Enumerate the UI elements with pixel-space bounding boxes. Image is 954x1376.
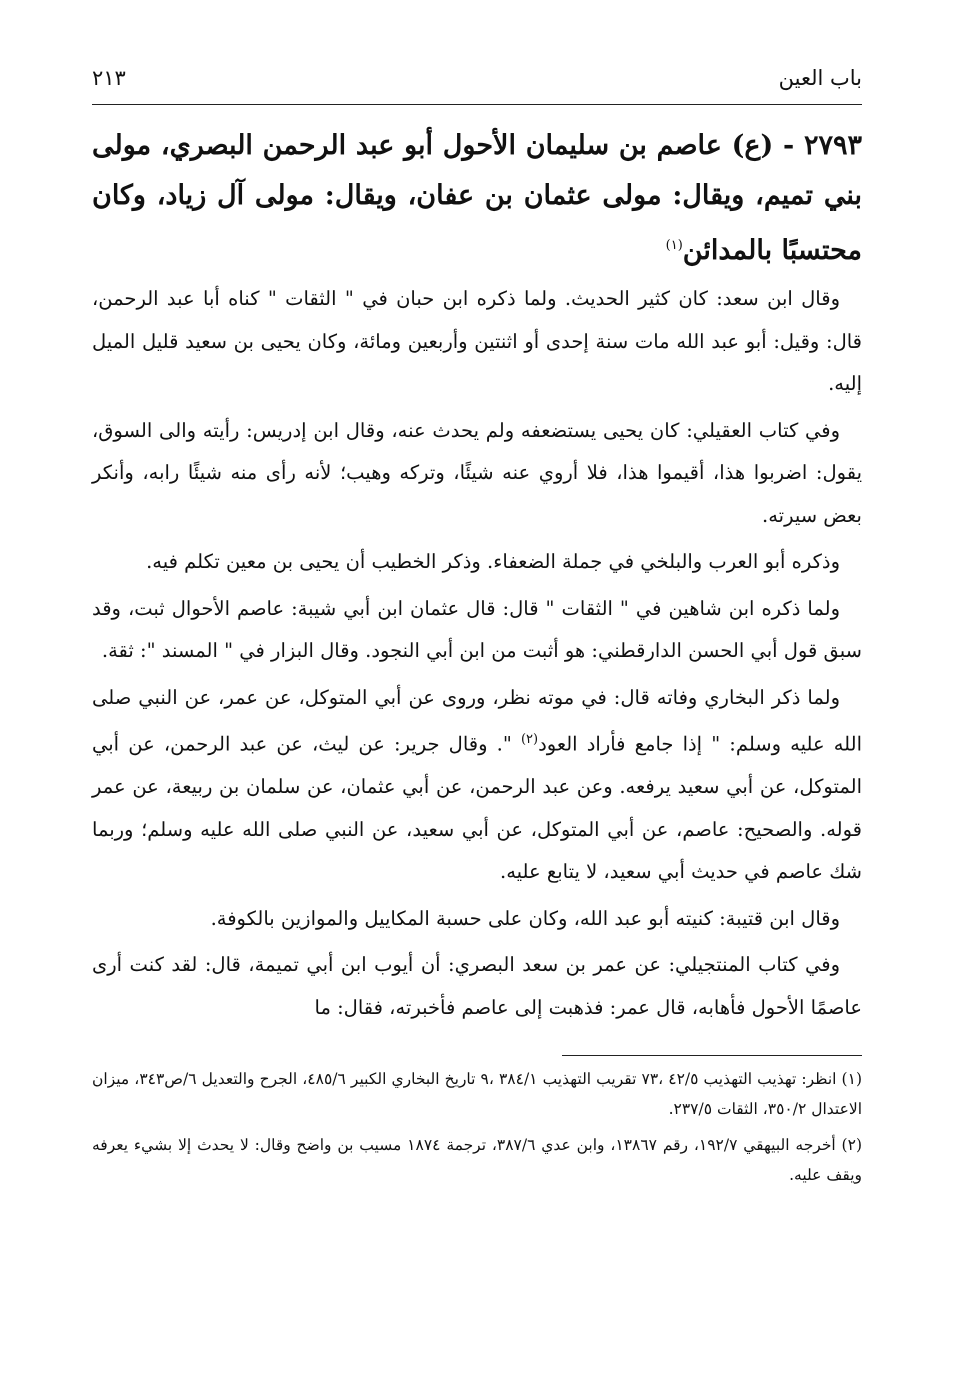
- paragraph-text: ولما ذكر البخاري وفاته قال: في موته نظر، وروى عن أبي المتوكل، عن عمر، عن النبي صلى الله عليه وسلم: " إذا جامع فأراد العود: [92, 685, 862, 756]
- entry-heading-text: ٢٧٩٣ - (ع) عاصم بن سليمان الأحول أبو عبد الرحمن البصري، مولى بني تميم، ويقال: مولى عثمان بن عفان، ويقال: مولى آل زياد، وكان محتسبًا بالمدائن: [92, 130, 862, 266]
- footnote: (١) انظر: تهذيب التهذيب ٤٢/٥ ،٧٣ تقريب التهذيب ٣٨٤/١ ،٩ تاريخ البخاري الكبير ٤٨٥/٦، الجرح والتعديل ٦/ص٣٤٣، ميزان الاعتدال ٣٥٠/٢، الثقات ٢٣٧/٥.: [92, 1070, 862, 1118]
- paragraph: ولما ذكره ابن شاهين في " الثقات " قال: قال عثمان ابن أبي شيبة: عاصم الأحوال ثبت، وقد سبق قول أبي الحسن الدارقطني: هو أثبت من ابن أبي النجود. وقال البزار في " المسند ": ثقة.: [92, 596, 862, 662]
- entry-heading: [92, 121, 862, 276]
- paragraph-text: ". وقال جرير: عن ليث، عن عبد الرحمن، عن أبي المتوكل، عن أبي سعيد يرفعه. وعن عبد الرحمن، عن أبي عثمان، عن سلمان بن ربيعة، عن عمر قوله. والصحيح: عاصم، عن أبي المتوكل، عن أبي سعيد، عن النبي صلى الله عليه وسلم؛ وربما شك عاصم في حديث أبي سعيد، لا يتابع عليه.: [92, 732, 862, 883]
- paragraph: وفي كتاب المنتجيلي: عن عمر بن سعد البصري: أن أيوب ابن أبي تميمة، قال: لقد كنت أرى عاصمًا الأحول فأهابه، قال عمر: فذهبت إلى عاصم فأخبرته، فقال: ما: [92, 953, 862, 1019]
- book-page: [92, 60, 862, 1196]
- page-header: [92, 60, 862, 105]
- page-number: ٢١٣: [92, 66, 126, 90]
- running-title: باب العين: [778, 66, 862, 90]
- footnote-ref: (٢): [520, 732, 539, 747]
- footnote-ref: (١): [665, 238, 683, 253]
- footnote: (٢) أخرجه البيهقي ١٩٢/٧، رقم ١٣٨٦٧، وابن عدي ٣٨٧/٦، ترجمة ١٨٧٤ مسيب بن واضح وقال: لا يحدث إلا بشيء يعرفه ويقف عليه.: [92, 1136, 862, 1184]
- paragraph: وقال ابن قتيبة: كنيته أبو عبد الله، وكان على حسبة المكاييل والموازين بالكوفة.: [210, 906, 840, 930]
- paragraph: وذكره أبو العرب والبلخي في جملة الضعفاء. وذكر الخطيب أن يحيى بن معين تكلم فيه.: [146, 550, 840, 573]
- footnote-divider: [562, 1055, 862, 1056]
- paragraph: وقال ابن سعد: كان كثير الحديث. ولما ذكره ابن حبان في " الثقات " كناه أبا عبد الرحمن، قال: وقيل: أبو عبد الله مات سنة إحدى أو اثنتين وأربعين ومائة، وكان يحيى بن سعيد قليل الميل إليه.: [92, 287, 862, 395]
- paragraph: وفي كتاب العقيلي: كان يحيى يستضعفه ولم يحدث عنه، وقال ابن إدريس: رأيته والى السوق، يقول: اضربوا هذا، أقيموا هذا، فلا أروي عنه شيئًا، وتركه وهيب؛ لأنه رأى منه شيئًا رابه، وأنكر بعض سيرته.: [92, 418, 862, 527]
- paragraph: [92, 677, 862, 894]
